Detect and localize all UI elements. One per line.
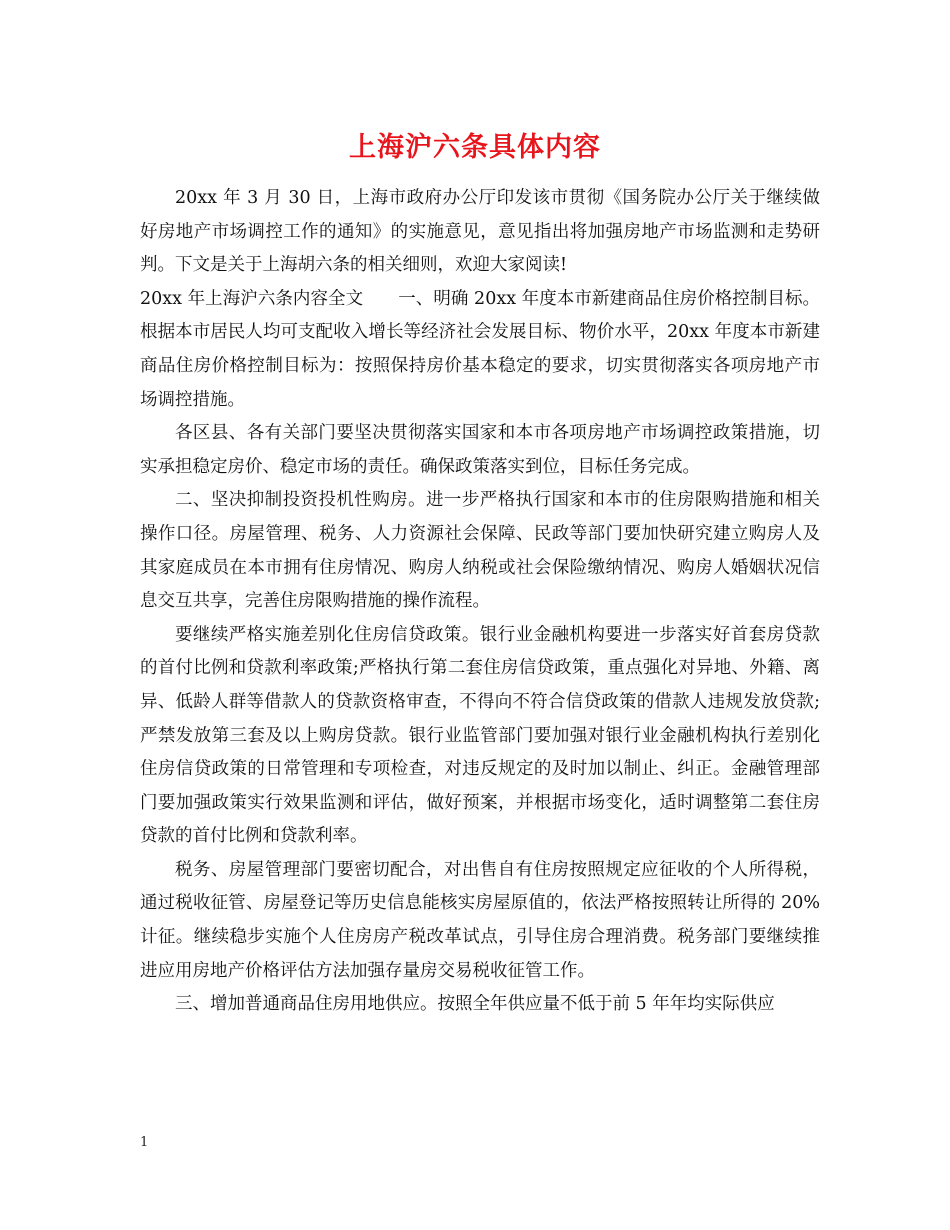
paragraph-responsibility: 各区县、各有关部门要坚决贯彻落实国家和本市各项房地产市场调控政策措施，切实承担稳定房价、稳定市场的责任。确保政策落实到位，目标任务完成。 — [140, 423, 820, 477]
paragraph-section-two: 二、坚决抑制投资投机性购房。进一步严格执行国家和本市的住房限购措施和相关操作口径。房屋管理、税务、人力资源社会保障、民政等部门要加快研究建立购房人及其家庭成员在本市拥有住房情况、购房人纳税或社会保险缴纳情况、购房人婚姻状况信息交互共享，完善住房限购措施的操作流程。 — [140, 490, 820, 612]
paragraph-tax-policy: 税务、房屋管理部门要密切配合，对出售自有住房按照规定应征收的个人所得税，通过税收征管、房屋登记等历史信息能核实房屋原值的，依法严格按照转让所得的 20%计征。继续稳步实施个人住房房产税改革试点，引导住房合理消费。税务部门要继续推进应用房地产价格评估方法加强存量房交易税收征管工作。 — [140, 859, 820, 981]
paragraph-section-one: 20xx 年上海沪六条内容全文 一、明确 20xx 年度本市新建商品住房价格控制目标。根据本市居民人均可支配收入增长等经济社会发展目标、物价水平，20xx 年度本市新建商品住房价格控制目标为：按照保持房价基本稳定的要求，切实贯彻落实各项房地产市场调控措施。 — [140, 288, 820, 410]
page-number: 1 — [140, 1135, 149, 1150]
paragraph-credit-policy: 要继续严格实施差别化住房信贷政策。银行业金融机构要进一步落实好首套房贷款的首付比例和贷款利率政策;严格执行第二套住房信贷政策，重点强化对异地、外籍、离异、低龄人群等借款人的贷款资格审查，不得向不符合信贷政策的借款人违规发放贷款;严禁发放第三套及以上购房贷款。银行业监管部门要加强对银行业金融机构执行差别化住房信贷政策的日常管理和专项检查，对违反规定的及时加以制止、纠正。金融管理部门要加强政策实行效果监测和评估，做好预案，并根据市场变化，适时调整第二套住房贷款的首付比例和贷款利率。 — [140, 624, 820, 847]
document-body — [140, 182, 820, 1022]
document-title: 上海沪六条具体内容 — [349, 132, 601, 163]
paragraph-intro: 20xx 年 3 月 30 日，上海市政府办公厅印发该市贯彻《国务院办公厅关于继续做好房地产市场调控工作的通知》的实施意见，意见指出将加强房地产市场监测和走势研判。下文是关于上海胡六条的相关细则，欢迎大家阅读! — [140, 188, 820, 276]
paragraph-section-three: 三、增加普通商品住房用地供应。按照全年供应量不低于前 5 年年均实际供应 — [175, 994, 775, 1015]
